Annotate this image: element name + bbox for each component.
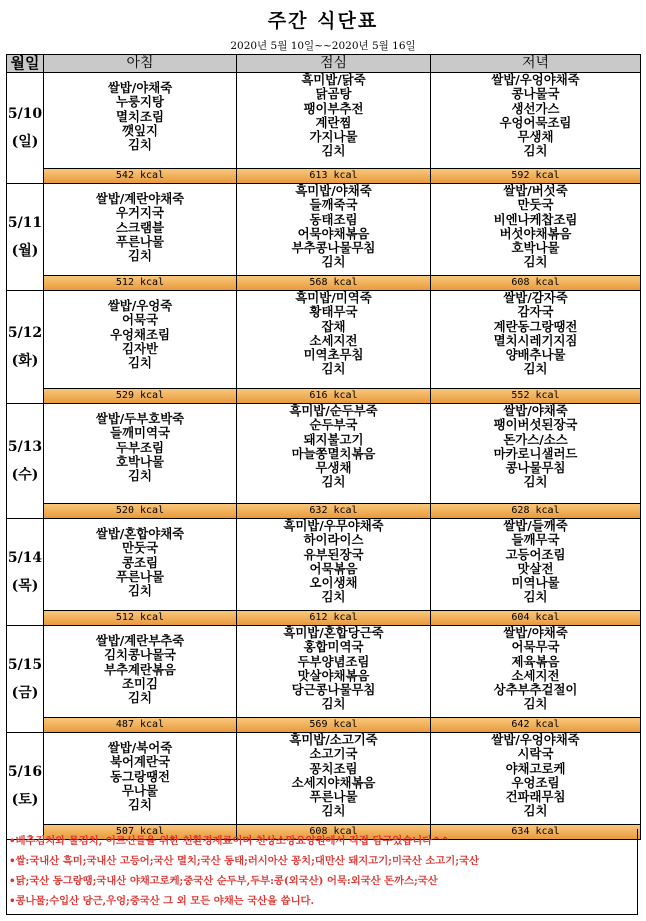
menu-item: 만둣국 xyxy=(517,197,554,213)
menu-item: 쌀밥/들깨죽 xyxy=(503,519,568,533)
menu-item: 가지나물 xyxy=(309,129,358,145)
kcal-bar: 616 kcal xyxy=(237,388,430,403)
dinner-cell xyxy=(431,519,641,626)
menu-item: 어묵무국 xyxy=(511,639,560,655)
menu-item: 멸치시레기지짐 xyxy=(493,332,578,348)
menu-item: 돼지불고기 xyxy=(303,431,364,447)
date-label: 5/16 xyxy=(7,764,43,780)
menu-item: 고등어조림 xyxy=(505,546,566,562)
menu-item: 스크램블 xyxy=(116,219,164,235)
kcal-bar: 613 kcal xyxy=(237,168,430,183)
date-label: 5/11 xyxy=(7,215,43,231)
weekday-label: (금) xyxy=(11,685,39,701)
menu-item: 쌀밥/혼합야채죽 xyxy=(95,526,185,541)
menu-item: 들깨죽국 xyxy=(309,197,358,213)
menu-item: 푸른나물 xyxy=(116,568,164,584)
menu-item: 김치 xyxy=(523,254,548,270)
weekday-label: (일) xyxy=(11,134,39,150)
menu-item: 팽이부추전 xyxy=(303,100,364,116)
menu-item: 김치 xyxy=(128,355,152,371)
menu-item: 김치 xyxy=(321,361,346,377)
breakfast-cell xyxy=(44,404,237,519)
menu-item: 두부조림 xyxy=(116,439,164,455)
menu-item: 쌀밥/우엉야채죽 xyxy=(491,73,580,87)
menu-item: 조미김 xyxy=(122,675,158,691)
date-label: 5/12 xyxy=(7,325,43,341)
menu-item: 김치 xyxy=(321,474,346,490)
menu-item: 북어계란국 xyxy=(110,754,170,770)
breakfast-cell xyxy=(44,184,237,291)
menu-item: 미역나물 xyxy=(511,575,560,591)
menu-item: 어묵야채볶음 xyxy=(297,225,370,241)
date-label: 5/10 xyxy=(7,106,43,122)
menu-item: 우엉채조림 xyxy=(110,326,170,342)
kcal-bar: 608 kcal xyxy=(431,275,640,290)
menu-item: 김치 xyxy=(321,143,346,159)
menu-item: 김치 xyxy=(321,589,346,605)
menu-item: 김치 xyxy=(523,803,548,819)
header-breakfast: 아침 xyxy=(44,55,237,73)
kcal-bar: 487 kcal xyxy=(44,717,236,732)
kcal-bar: 569 kcal xyxy=(237,717,430,732)
menu-item: 소고기국 xyxy=(309,746,358,762)
breakfast-cell xyxy=(44,73,237,184)
kcal-bar: 512 kcal xyxy=(44,275,236,290)
menu-item: 흑미밥/야채죽 xyxy=(295,184,372,198)
menu-item: 김치 xyxy=(321,696,346,712)
date-label: 5/13 xyxy=(7,439,43,455)
menu-item: 김치 xyxy=(128,583,152,599)
menu-item: 양배추나물 xyxy=(505,347,566,363)
breakfast-items xyxy=(44,184,236,275)
menu-item: 만둣국 xyxy=(122,540,158,556)
dinner-cell xyxy=(431,73,641,184)
menu-item: 어묵국 xyxy=(122,312,158,328)
menu-item: 비엔나케찹조림 xyxy=(493,211,578,227)
breakfast-cell xyxy=(44,733,237,840)
menu-item: 흑미밥/소고기죽 xyxy=(289,733,378,747)
weekday-label: (토) xyxy=(11,792,39,808)
menu-item: 팽이버섯된장국 xyxy=(493,417,578,433)
kcal-bar: 512 kcal xyxy=(44,610,236,625)
menu-item: 상추부추겉절이 xyxy=(493,682,578,698)
day-cell xyxy=(7,519,44,626)
menu-item: 버섯야채볶음 xyxy=(499,225,572,241)
day-row xyxy=(7,733,641,840)
menu-item: 쌀밥/계란야채죽 xyxy=(95,191,185,206)
menu-item: 어묵볶음 xyxy=(309,560,358,576)
breakfast-items xyxy=(44,291,236,388)
menu-item: 콩조림 xyxy=(122,554,158,570)
menu-item: 쌀밥/야채죽 xyxy=(503,404,568,418)
breakfast-items xyxy=(44,73,236,168)
menu-item: 잡채 xyxy=(321,318,346,334)
menu-item: 김치 xyxy=(523,361,548,377)
menu-item: 우엉조림 xyxy=(511,774,560,790)
menu-item: 김치 xyxy=(523,589,548,605)
lunch-items xyxy=(237,626,430,717)
menu-item: 소세지야채볶음 xyxy=(291,774,376,790)
weekday-label: (목) xyxy=(11,578,39,594)
menu-item: 소세지전 xyxy=(309,332,358,348)
lunch-cell xyxy=(237,73,431,184)
menu-item: 생선가스 xyxy=(511,100,560,116)
day-row xyxy=(7,404,641,519)
header-dinner: 저녁 xyxy=(431,55,641,73)
menu-item: 콩나물국 xyxy=(511,86,560,102)
day-row xyxy=(7,291,641,404)
note-line: •콩나물;수입산 당근,우엉;중국산 그 외 모든 야채는 국산을 씁니다. xyxy=(9,895,315,907)
menu-item: 푸른나물 xyxy=(116,233,164,249)
breakfast-cell xyxy=(44,519,237,626)
weekly-menu-table xyxy=(6,54,641,840)
menu-item: 김자반 xyxy=(122,340,158,356)
menu-item: 꽁치조림 xyxy=(309,760,358,776)
date-label: 5/15 xyxy=(7,657,43,673)
menu-item: 두부양념조림 xyxy=(297,653,370,669)
lunch-items xyxy=(237,73,430,168)
kcal-bar: 542 kcal xyxy=(44,168,236,183)
menu-item: 당근콩나물무침 xyxy=(291,682,376,698)
breakfast-cell xyxy=(44,291,237,404)
dinner-cell xyxy=(431,184,641,291)
menu-item: 쌀밥/우엉야채죽 xyxy=(491,733,580,747)
dinner-cell xyxy=(431,626,641,733)
dinner-cell xyxy=(431,733,641,840)
menu-item: 황태무국 xyxy=(309,304,358,320)
dinner-items xyxy=(431,733,640,824)
menu-item: 김치 xyxy=(128,137,152,153)
lunch-items xyxy=(237,733,430,824)
menu-item: 들깨무국 xyxy=(511,532,560,548)
menu-item: 쌀밥/북어죽 xyxy=(107,740,173,755)
lunch-cell xyxy=(237,626,431,733)
menu-item: 김치 xyxy=(523,143,548,159)
dinner-items xyxy=(431,404,640,503)
menu-item: 김치 xyxy=(128,690,152,706)
menu-item: 쌀밥/계란부추죽 xyxy=(95,633,185,648)
menu-item: 쌀밥/감자죽 xyxy=(503,291,568,305)
menu-item: 김치 xyxy=(128,797,152,813)
header-day: 월일 xyxy=(7,55,44,73)
menu-item: 우거지국 xyxy=(116,205,164,221)
kcal-bar: 568 kcal xyxy=(237,275,430,290)
day-cell xyxy=(7,404,44,519)
kcal-bar: 529 kcal xyxy=(44,388,236,403)
menu-item: 흑미밥/순두부죽 xyxy=(289,404,378,418)
lunch-items xyxy=(237,519,430,610)
day-row xyxy=(7,626,641,733)
menu-item: 누룽지탕 xyxy=(116,94,164,110)
header-lunch: 점심 xyxy=(237,55,431,73)
dinner-cell xyxy=(431,291,641,404)
menu-item: 돈가스/소스 xyxy=(503,431,568,447)
menu-item: 하이라이스 xyxy=(303,532,364,548)
kcal-bar: 604 kcal xyxy=(431,610,640,625)
lunch-cell xyxy=(237,404,431,519)
menu-item: 오이생채 xyxy=(309,575,358,591)
menu-item: 콩나물무침 xyxy=(505,460,566,476)
header-row xyxy=(7,55,641,73)
kcal-bar: 608 kcal xyxy=(237,824,430,839)
dinner-items xyxy=(431,626,640,717)
weekday-label: (월) xyxy=(11,243,39,259)
menu-item: 들깨미역국 xyxy=(110,425,170,441)
menu-item: 쌀밥/야채죽 xyxy=(107,80,173,95)
menu-item: 마카로니샐러드 xyxy=(493,445,578,461)
dinner-items xyxy=(431,73,640,168)
menu-item: 쌀밥/우엉죽 xyxy=(107,298,173,313)
kcal-bar: 520 kcal xyxy=(44,503,236,518)
menu-item: 호박나물 xyxy=(511,240,560,256)
menu-item: 김치콩나물국 xyxy=(104,647,176,663)
breakfast-items xyxy=(44,519,236,610)
menu-item: 김치 xyxy=(321,803,346,819)
menu-body xyxy=(7,73,641,840)
lunch-items xyxy=(237,291,430,388)
dinner-items xyxy=(431,519,640,610)
menu-item: 닭곰탕 xyxy=(315,86,352,102)
breakfast-items xyxy=(44,626,236,717)
day-row xyxy=(7,519,641,626)
menu-item: 건파래무침 xyxy=(505,789,566,805)
menu-item: 김치 xyxy=(321,254,346,270)
notes-box xyxy=(6,829,638,915)
menu-item: 쌀밥/버섯죽 xyxy=(503,184,568,198)
dinner-items xyxy=(431,291,640,388)
note-line: •쌀:국내산 흑미;국내산 고등어;국산 멸치;국산 동태;러시아산 꽁치;대만산 돼지고기;미국산 소고기;국산 xyxy=(9,855,479,867)
day-cell xyxy=(7,291,44,404)
menu-item: 김치 xyxy=(523,696,548,712)
menu-item: 푸른나물 xyxy=(309,789,358,805)
menu-item: 호박나물 xyxy=(116,453,164,469)
page-title: 주간 식단표 xyxy=(267,10,379,32)
lunch-cell xyxy=(237,733,431,840)
menu-item: 흑미밥/우무야채죽 xyxy=(283,519,384,533)
menu-item: 무생채 xyxy=(517,129,554,145)
day-cell xyxy=(7,733,44,840)
kcal-bar: 628 kcal xyxy=(431,503,640,518)
menu-item: 홍합미역국 xyxy=(303,639,364,655)
menu-item: 쌀밥/야채죽 xyxy=(503,626,568,640)
day-cell xyxy=(7,626,44,733)
day-cell xyxy=(7,73,44,184)
menu-item: 유부된장국 xyxy=(303,546,364,562)
note-line: •배추김치와 물김치, 어르신들을 위한 친환경재료이며 천상소망요양원에서 직접 담구었습니다^^ xyxy=(9,835,450,847)
dinner-cell xyxy=(431,404,641,519)
menu-item: 시락국 xyxy=(517,746,554,762)
kcal-bar: 552 kcal xyxy=(431,388,640,403)
menu-item: 계란찜 xyxy=(315,114,352,130)
menu-item: 동태조림 xyxy=(309,211,358,227)
day-cell xyxy=(7,184,44,291)
breakfast-items xyxy=(44,733,236,824)
menu-item: 흑미밥/닭죽 xyxy=(301,73,366,87)
date-range: 2020년 5월 10일~~2020년 5월 16일 xyxy=(230,40,416,52)
weekday-label: (화) xyxy=(11,353,39,369)
menu-item: 부추계란볶음 xyxy=(104,661,176,677)
lunch-cell xyxy=(237,184,431,291)
menu-item: 미역초무침 xyxy=(303,347,364,363)
menu-item: 흑미밥/미역죽 xyxy=(295,291,372,305)
menu-item: 맛살야채볶음 xyxy=(297,667,370,683)
kcal-bar: 634 kcal xyxy=(431,824,640,839)
menu-item: 동그랑땡전 xyxy=(110,768,170,784)
lunch-cell xyxy=(237,291,431,404)
menu-item: 맛살전 xyxy=(517,560,554,576)
menu-item: 흑미밥/혼합당근죽 xyxy=(283,626,384,640)
menu-item: 마늘쫑멸치볶음 xyxy=(291,445,376,461)
menu-item: 김치 xyxy=(128,248,152,264)
menu-item: 부추콩나물무침 xyxy=(291,240,376,256)
menu-item: 소세지전 xyxy=(511,667,560,683)
day-row xyxy=(7,73,641,184)
menu-item: 김치 xyxy=(128,468,152,484)
lunch-cell xyxy=(237,519,431,626)
date-label: 5/14 xyxy=(7,550,43,566)
menu-item: 제육볶음 xyxy=(511,653,560,669)
breakfast-cell xyxy=(44,626,237,733)
menu-item: 순두부국 xyxy=(309,417,358,433)
weekday-label: (수) xyxy=(11,467,39,483)
kcal-bar: 507 kcal xyxy=(44,824,236,839)
dinner-items xyxy=(431,184,640,275)
menu-item: 계란동그랑땡전 xyxy=(493,318,578,334)
kcal-bar: 642 kcal xyxy=(431,717,640,732)
menu-item: 김치 xyxy=(523,474,548,490)
menu-item: 쌀밥/두부호박죽 xyxy=(95,411,185,426)
menu-item: 무생채 xyxy=(315,460,352,476)
note-line: •닭;국산 동그랑땡;국내산 야채고로케;중국산 순두부,두부:콩(외국산) 어묵:외국산 돈까스;국산 xyxy=(9,875,438,887)
menu-item: 깻잎지 xyxy=(122,122,158,138)
kcal-bar: 612 kcal xyxy=(237,610,430,625)
menu-item: 멸치조림 xyxy=(116,108,164,124)
breakfast-items xyxy=(44,404,236,503)
lunch-items xyxy=(237,184,430,275)
kcal-bar: 632 kcal xyxy=(237,503,430,518)
lunch-items xyxy=(237,404,430,503)
kcal-bar: 592 kcal xyxy=(431,168,640,183)
menu-item: 감자국 xyxy=(517,304,554,320)
menu-item: 무나물 xyxy=(122,782,158,798)
menu-item: 야채고로케 xyxy=(505,760,566,776)
menu-item: 우엉어묵조림 xyxy=(499,114,572,130)
day-row xyxy=(7,184,641,291)
